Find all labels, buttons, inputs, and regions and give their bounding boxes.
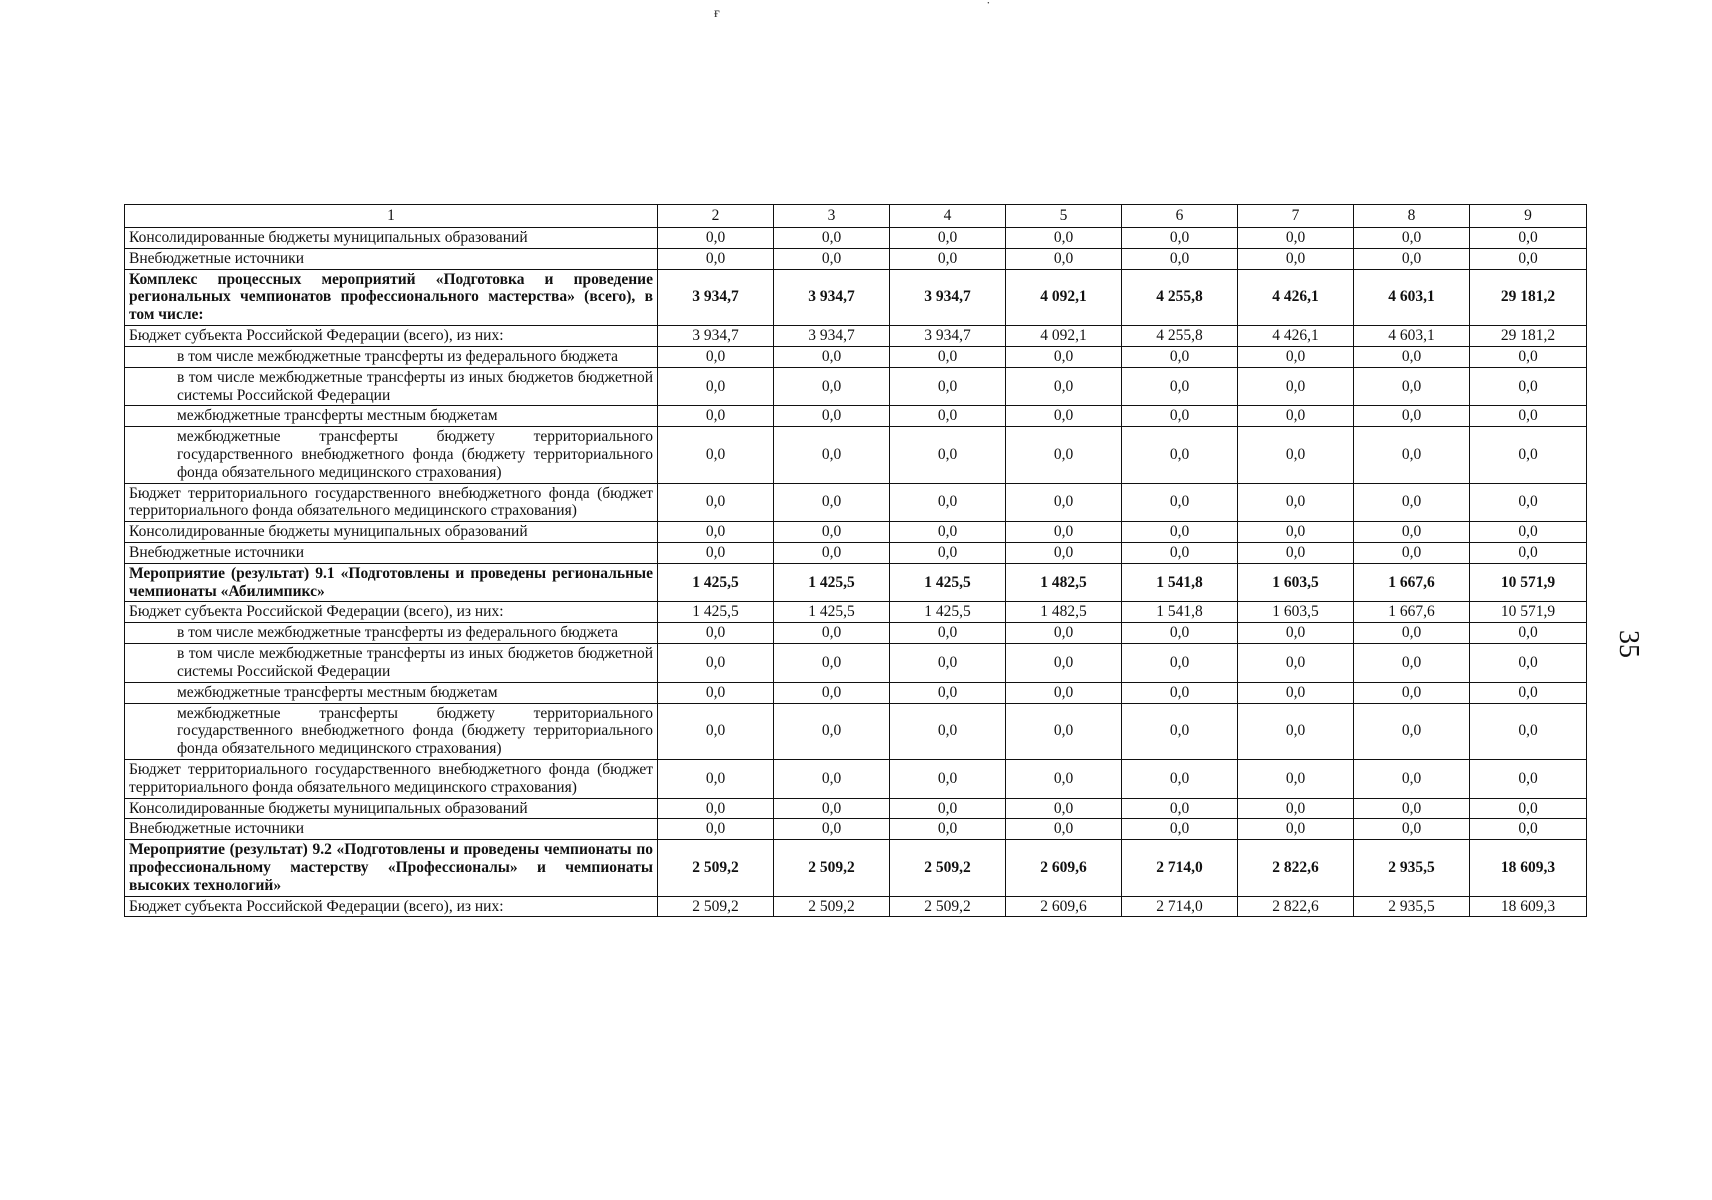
table-row [125,406,1587,427]
value-cell: 0,0 [1470,367,1587,406]
value-cell: 0,0 [1238,623,1354,644]
value-cell: 4 426,1 [1238,326,1354,347]
column-number-row [125,205,1587,228]
row-label: Бюджет субъекта Российской Федерации (всего), из них: [125,896,658,917]
value-cell: 0,0 [1354,406,1470,427]
value-cell: 0,0 [658,367,774,406]
value-cell: 0,0 [774,522,890,543]
value-cell: 1 425,5 [774,602,890,623]
table-row [125,759,1587,798]
value-cell: 0,0 [1006,759,1122,798]
value-cell: 0,0 [1470,644,1587,683]
value-cell: 4 603,1 [1354,269,1470,325]
value-cell: 0,0 [1006,427,1122,483]
row-label: Консолидированные бюджеты муниципальных образований [125,798,658,819]
value-cell: 0,0 [1238,522,1354,543]
row-label: Консолидированные бюджеты муниципальных образований [125,228,658,249]
value-cell: 0,0 [1122,346,1238,367]
value-cell: 0,0 [1238,798,1354,819]
value-cell: 1 667,6 [1354,602,1470,623]
value-cell: 1 425,5 [658,602,774,623]
value-cell: 1 667,6 [1354,563,1470,602]
value-cell: 0,0 [774,623,890,644]
value-cell: 0,0 [1122,367,1238,406]
value-cell: 0,0 [1354,427,1470,483]
value-cell: 2 509,2 [774,840,890,896]
value-cell: 0,0 [1122,798,1238,819]
value-cell: 0,0 [1470,798,1587,819]
value-cell: 4 603,1 [1354,326,1470,347]
table-row [125,563,1587,602]
value-cell: 4 092,1 [1006,269,1122,325]
table-row [125,269,1587,325]
value-cell: 2 609,6 [1006,840,1122,896]
row-label: Комплекс процессных мероприятий «Подготовка и проведение региональных чемпионатов профессионального мастерства» (всего), в том числе: [125,269,658,325]
value-cell: 0,0 [890,346,1006,367]
value-cell: 0,0 [890,819,1006,840]
value-cell: 0,0 [658,759,774,798]
value-cell: 0,0 [1238,543,1354,564]
table-row [125,367,1587,406]
value-cell: 0,0 [890,543,1006,564]
value-cell: 0,0 [1006,644,1122,683]
table-row [125,682,1587,703]
row-label: межбюджетные трансферты бюджету территориального государственного внебюджетного фонда (бюджету территориального фонда обязательного медицинского страхования) [125,427,658,483]
value-cell: 0,0 [1238,427,1354,483]
value-cell: 3 934,7 [890,326,1006,347]
value-cell: 0,0 [1354,623,1470,644]
value-cell: 0,0 [1122,522,1238,543]
value-cell: 10 571,9 [1470,602,1587,623]
value-cell: 0,0 [1006,522,1122,543]
value-cell: 1 425,5 [890,563,1006,602]
value-cell: 1 541,8 [1122,602,1238,623]
value-cell: 0,0 [1354,522,1470,543]
value-cell: 2 509,2 [774,896,890,917]
value-cell: 0,0 [1006,798,1122,819]
value-cell: 0,0 [890,759,1006,798]
row-label: Консолидированные бюджеты муниципальных образований [125,522,658,543]
value-cell: 0,0 [658,228,774,249]
value-cell: 0,0 [1238,346,1354,367]
value-cell: 4 255,8 [1122,326,1238,347]
value-cell: 0,0 [1122,248,1238,269]
value-cell: 4 426,1 [1238,269,1354,325]
row-label: Бюджет территориального государственного внебюджетного фонда (бюджет территориального фонда обязательного медицинского страхования) [125,483,658,522]
value-cell: 0,0 [1238,367,1354,406]
value-cell: 0,0 [890,427,1006,483]
value-cell: 0,0 [1238,228,1354,249]
value-cell: 0,0 [1006,543,1122,564]
value-cell: 0,0 [774,759,890,798]
value-cell: 2 509,2 [658,840,774,896]
value-cell: 0,0 [658,346,774,367]
page-number: 35 [1613,630,1644,658]
value-cell: 0,0 [1006,483,1122,522]
value-cell: 1 541,8 [1122,563,1238,602]
row-label: в том числе межбюджетные трансферты из иных бюджетов бюджетной системы Российской Федерации [125,367,658,406]
column-header: 3 [774,205,890,228]
value-cell: 0,0 [774,248,890,269]
scan-mark: ғ [714,6,720,21]
value-cell: 0,0 [774,427,890,483]
value-cell: 0,0 [1122,703,1238,759]
table-row [125,798,1587,819]
value-cell: 2 509,2 [658,896,774,917]
value-cell: 0,0 [890,703,1006,759]
value-cell: 0,0 [1354,759,1470,798]
value-cell: 1 425,5 [658,563,774,602]
value-cell: 0,0 [1122,427,1238,483]
value-cell: 29 181,2 [1470,326,1587,347]
value-cell: 4 255,8 [1122,269,1238,325]
value-cell: 0,0 [1006,623,1122,644]
value-cell: 0,0 [1354,248,1470,269]
value-cell: 0,0 [658,522,774,543]
value-cell: 0,0 [1470,703,1587,759]
value-cell: 0,0 [1006,346,1122,367]
value-cell: 2 822,6 [1238,840,1354,896]
value-cell: 1 603,5 [1238,602,1354,623]
value-cell: 0,0 [1470,759,1587,798]
column-header: 1 [125,205,658,228]
value-cell: 0,0 [774,798,890,819]
value-cell: 0,0 [890,228,1006,249]
value-cell: 0,0 [658,623,774,644]
value-cell: 3 934,7 [890,269,1006,325]
value-cell: 0,0 [1354,228,1470,249]
column-header: 2 [658,205,774,228]
value-cell: 0,0 [658,644,774,683]
value-cell: 0,0 [658,819,774,840]
value-cell: 0,0 [658,798,774,819]
value-cell: 0,0 [1354,543,1470,564]
value-cell: 3 934,7 [658,269,774,325]
table-row [125,602,1587,623]
value-cell: 0,0 [1354,644,1470,683]
value-cell: 2 509,2 [890,896,1006,917]
value-cell: 0,0 [1238,483,1354,522]
value-cell: 0,0 [774,367,890,406]
value-cell: 1 425,5 [890,602,1006,623]
value-cell: 0,0 [658,682,774,703]
value-cell: 0,0 [774,819,890,840]
value-cell: 0,0 [1006,703,1122,759]
column-header: 9 [1470,205,1587,228]
value-cell: 0,0 [1238,644,1354,683]
row-label: межбюджетные трансферты местным бюджетам [125,682,658,703]
value-cell: 0,0 [1354,798,1470,819]
table-row [125,248,1587,269]
value-cell: 0,0 [1354,367,1470,406]
value-cell: 2 714,0 [1122,840,1238,896]
value-cell: 0,0 [1470,522,1587,543]
value-cell: 0,0 [1470,228,1587,249]
value-cell: 0,0 [1238,819,1354,840]
value-cell: 1 482,5 [1006,602,1122,623]
row-label: межбюджетные трансферты местным бюджетам [125,406,658,427]
column-header: 7 [1238,205,1354,228]
table-row [125,483,1587,522]
table-row [125,644,1587,683]
value-cell: 0,0 [774,644,890,683]
value-cell: 0,0 [1006,406,1122,427]
value-cell: 0,0 [890,623,1006,644]
value-cell: 0,0 [1354,819,1470,840]
value-cell: 0,0 [774,406,890,427]
value-cell: 0,0 [658,543,774,564]
value-cell: 2 509,2 [890,840,1006,896]
table-row [125,623,1587,644]
value-cell: 0,0 [1122,543,1238,564]
value-cell: 1 425,5 [774,563,890,602]
row-label: в том числе межбюджетные трансферты из федерального бюджета [125,623,658,644]
value-cell: 0,0 [1122,228,1238,249]
budget-table [124,204,1587,917]
value-cell: 0,0 [1122,682,1238,703]
value-cell: 0,0 [890,798,1006,819]
scan-dot: ˙ [986,0,991,15]
value-cell: 0,0 [1006,228,1122,249]
table-row [125,326,1587,347]
value-cell: 0,0 [1122,819,1238,840]
value-cell: 0,0 [1122,623,1238,644]
value-cell: 0,0 [1470,346,1587,367]
value-cell: 0,0 [1470,543,1587,564]
value-cell: 0,0 [1470,248,1587,269]
row-label: Мероприятие (результат) 9.1 «Подготовлены и проведены региональные чемпионаты «Абилимпикс» [125,563,658,602]
value-cell: 0,0 [1006,248,1122,269]
value-cell: 0,0 [890,483,1006,522]
value-cell: 18 609,3 [1470,840,1587,896]
value-cell: 0,0 [1238,248,1354,269]
value-cell: 0,0 [890,522,1006,543]
value-cell: 0,0 [1354,483,1470,522]
value-cell: 2 714,0 [1122,896,1238,917]
column-header: 4 [890,205,1006,228]
value-cell: 0,0 [774,682,890,703]
row-label: Внебюджетные источники [125,248,658,269]
column-header: 6 [1122,205,1238,228]
value-cell: 0,0 [658,248,774,269]
column-header: 8 [1354,205,1470,228]
value-cell: 0,0 [1354,682,1470,703]
value-cell: 0,0 [1470,483,1587,522]
row-label: Внебюджетные источники [125,819,658,840]
row-label: межбюджетные трансферты бюджету территориального государственного внебюджетного фонда (бюджету территориального фонда обязательного медицинского страхования) [125,703,658,759]
value-cell: 3 934,7 [774,326,890,347]
value-cell: 0,0 [1122,406,1238,427]
value-cell: 0,0 [890,644,1006,683]
value-cell: 0,0 [890,406,1006,427]
value-cell: 0,0 [1238,406,1354,427]
row-label: Бюджет территориального государственного внебюджетного фонда (бюджет территориального фонда обязательного медицинского страхования) [125,759,658,798]
value-cell: 0,0 [774,346,890,367]
value-cell: 0,0 [1122,644,1238,683]
value-cell: 3 934,7 [658,326,774,347]
value-cell: 0,0 [1470,682,1587,703]
value-cell: 0,0 [774,543,890,564]
column-header: 5 [1006,205,1122,228]
value-cell: 0,0 [890,367,1006,406]
value-cell: 2 822,6 [1238,896,1354,917]
value-cell: 0,0 [890,248,1006,269]
value-cell: 0,0 [1470,819,1587,840]
value-cell: 0,0 [774,703,890,759]
row-label: Мероприятие (результат) 9.2 «Подготовлены и проведены чемпионаты по профессиональному мастерству «Профессионалы» и чемпионаты высоких технологий» [125,840,658,896]
row-label: Бюджет субъекта Российской Федерации (всего), из них: [125,602,658,623]
row-label: в том числе межбюджетные трансферты из иных бюджетов бюджетной системы Российской Федерации [125,644,658,683]
value-cell: 18 609,3 [1470,896,1587,917]
value-cell: 29 181,2 [1470,269,1587,325]
value-cell: 0,0 [1354,346,1470,367]
table-body [125,228,1587,917]
value-cell: 0,0 [1238,682,1354,703]
value-cell: 0,0 [890,682,1006,703]
value-cell: 1 482,5 [1006,563,1122,602]
table-row [125,522,1587,543]
table-row [125,819,1587,840]
value-cell: 0,0 [774,483,890,522]
value-cell: 2 609,6 [1006,896,1122,917]
table-row [125,703,1587,759]
value-cell: 0,0 [1122,483,1238,522]
table-row [125,543,1587,564]
value-cell: 3 934,7 [774,269,890,325]
row-label: Бюджет субъекта Российской Федерации (всего), из них: [125,326,658,347]
table-row [125,840,1587,896]
table-row [125,896,1587,917]
value-cell: 0,0 [1238,759,1354,798]
value-cell: 10 571,9 [1470,563,1587,602]
value-cell: 2 935,5 [1354,896,1470,917]
value-cell: 0,0 [658,406,774,427]
value-cell: 0,0 [1470,623,1587,644]
value-cell: 0,0 [1470,406,1587,427]
row-label: в том числе межбюджетные трансферты из федерального бюджета [125,346,658,367]
value-cell: 0,0 [1006,819,1122,840]
table-row [125,427,1587,483]
row-label: Внебюджетные источники [125,543,658,564]
value-cell: 0,0 [1354,703,1470,759]
value-cell: 0,0 [1122,759,1238,798]
table-row [125,228,1587,249]
value-cell: 0,0 [1006,367,1122,406]
value-cell: 0,0 [1006,682,1122,703]
value-cell: 0,0 [1470,427,1587,483]
value-cell: 0,0 [774,228,890,249]
value-cell: 0,0 [658,483,774,522]
value-cell: 2 935,5 [1354,840,1470,896]
value-cell: 0,0 [658,427,774,483]
value-cell: 0,0 [658,703,774,759]
value-cell: 0,0 [1238,703,1354,759]
table-row [125,346,1587,367]
value-cell: 4 092,1 [1006,326,1122,347]
value-cell: 1 603,5 [1238,563,1354,602]
